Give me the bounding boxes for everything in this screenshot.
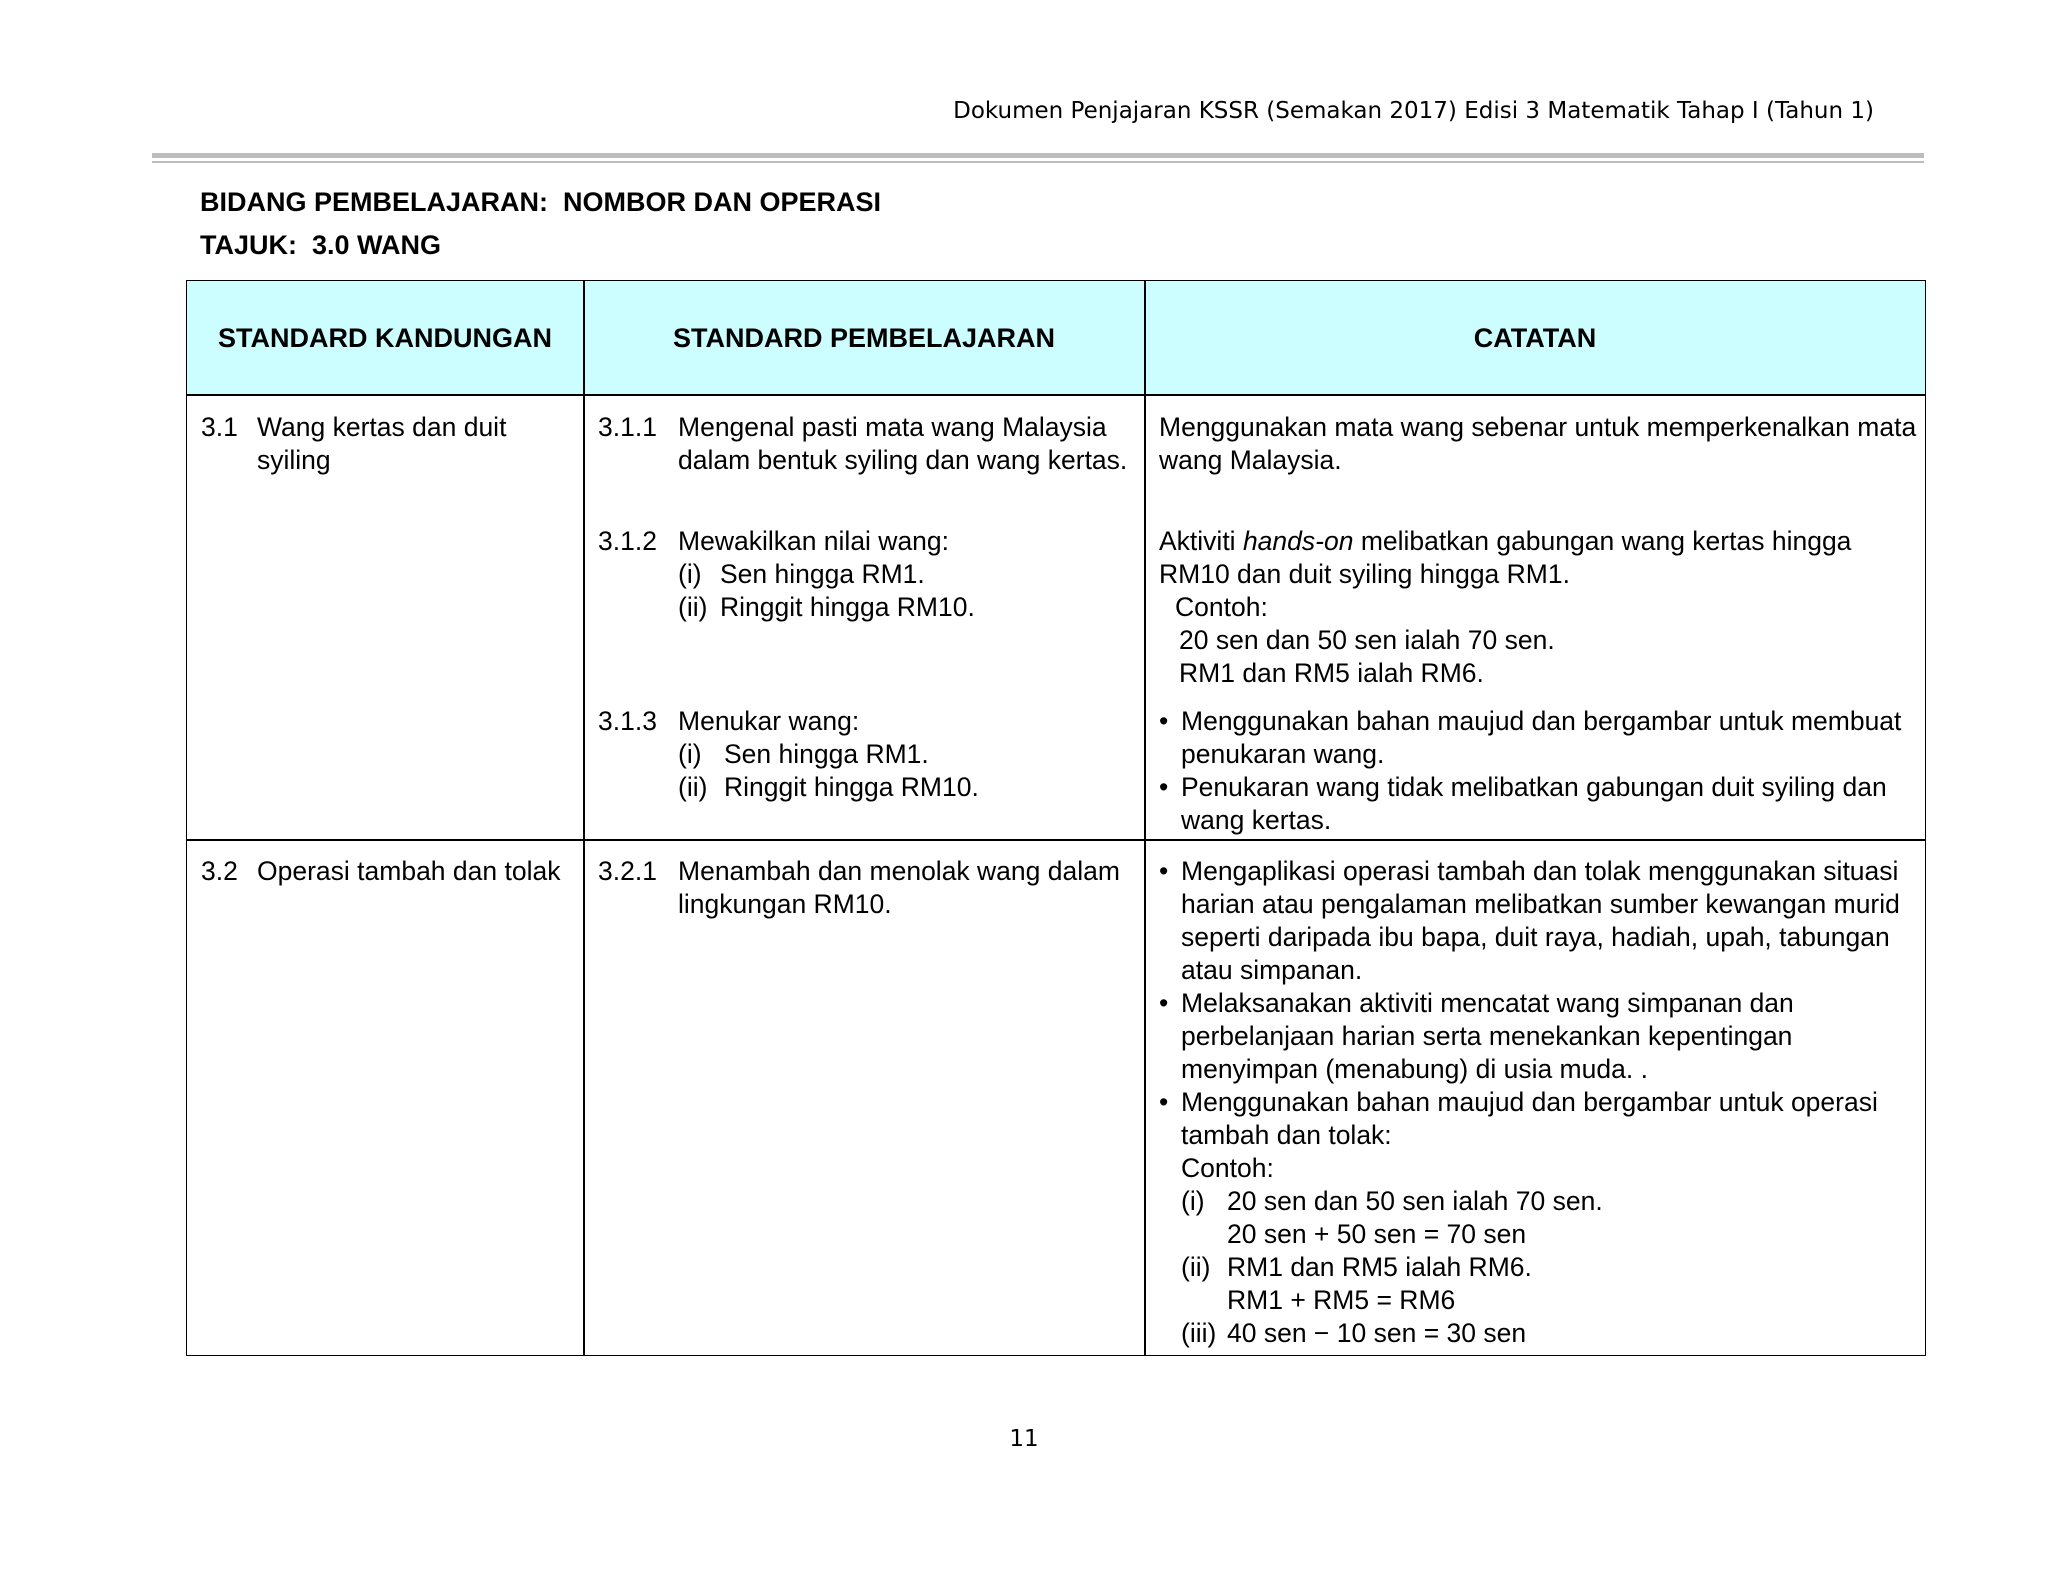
sp-text: Menambah dan menolak wang dalam lingkungan RM10. (678, 856, 1120, 919)
standard-kandungan-3-2 (201, 855, 571, 888)
column-divider-2 (1144, 281, 1146, 1355)
standard-pembelajaran-3-1-2 (598, 525, 1133, 624)
sp-sub-text: Sen hingga RM1. (720, 559, 925, 589)
standard-pembelajaran-3-1-1 (598, 411, 1133, 477)
example-line: RM1 + RM5 = RM6 (1227, 1285, 1456, 1315)
example-line: 40 sen − 10 sen = 30 sen (1227, 1318, 1527, 1348)
standard-pembelajaran-3-2-1 (598, 855, 1133, 921)
header-standard-pembelajaran: STANDARD PEMBELAJARAN (672, 322, 1055, 353)
sp-sub-text: Ringgit hingga RM10. (724, 772, 979, 802)
catatan-text: Aktiviti (1159, 526, 1243, 556)
example-line: RM1 dan RM5 ialah RM6. (1227, 1252, 1532, 1282)
sk-number: 3.2 (201, 856, 238, 886)
bullet-icon: • (1159, 1087, 1169, 1117)
sp-number: 3.2.1 (598, 856, 657, 886)
sp-number: 3.1.3 (598, 706, 657, 736)
sp-number: 3.1.1 (598, 412, 657, 442)
column-divider-1 (583, 281, 585, 1355)
sk-text: Wang kertas dan duit syiling (257, 412, 507, 475)
sk-text: Operasi tambah dan tolak (257, 856, 561, 886)
tajuk-value: 3.0 WANG (312, 230, 442, 260)
tajuk-label: TAJUK: (200, 230, 297, 260)
catatan-3-2-1 (1159, 855, 1917, 1350)
bullet-text: Mengaplikasi operasi tambah dan tolak menggunakan situasi harian atau pengalaman melibatkan sumber kewangan murid seperti daripada ibu bapa, duit raya, hadiah, upah, tabungan atau simpanan. (1181, 856, 1900, 985)
curriculum-table (186, 280, 1926, 1356)
example-line: 20 sen dan 50 sen ialah 70 sen. (1179, 625, 1555, 655)
header-rule (152, 153, 1924, 158)
sp-sub-key: (ii) (678, 592, 708, 622)
bidang-value: NOMBOR DAN OPERASI (563, 187, 882, 217)
bullet-icon: • (1159, 856, 1169, 886)
bullet-icon: • (1159, 988, 1169, 1018)
standard-pembelajaran-3-1-3 (598, 705, 1133, 804)
tajuk-heading (200, 229, 441, 261)
page-number: 11 (1009, 1426, 1039, 1452)
contoh-label: Contoh: (1175, 592, 1268, 622)
bullet-text: Menggunakan bahan maujud dan bergambar untuk membuat penukaran wang. (1181, 706, 1902, 769)
sp-sub-key: (i) (678, 559, 702, 589)
sp-sub-text: Sen hingga RM1. (724, 739, 929, 769)
catatan-3-1-3 (1159, 705, 1917, 837)
sp-text: Mengenal pasti mata wang Malaysia dalam bentuk syiling dan wang kertas. (678, 412, 1128, 475)
catatan-3-1-1: Menggunakan mata wang sebenar untuk memperkenalkan mata wang Malaysia. (1159, 412, 1917, 475)
example-line: RM1 dan RM5 ialah RM6. (1179, 658, 1484, 688)
header-standard-kandungan: STANDARD KANDUNGAN (218, 322, 552, 353)
catatan-text: melibatkan gabungan wang kertas hingga RM10 dan duit syiling hingga RM1. (1159, 526, 1852, 589)
bullet-text: Penukaran wang tidak melibatkan gabungan duit syiling dan wang kertas. (1181, 772, 1887, 835)
example-line: 20 sen dan 50 sen ialah 70 sen. (1227, 1186, 1603, 1216)
bidang-heading (200, 186, 881, 218)
standard-kandungan-3-1 (201, 411, 571, 477)
example-line: 20 sen + 50 sen = 70 sen (1227, 1219, 1527, 1249)
bullet-icon: • (1159, 772, 1169, 802)
bullet-text: Menggunakan bahan maujud dan bergambar untuk operasi tambah dan tolak: (1181, 1087, 1878, 1150)
header-catatan: CATATAN (1473, 322, 1597, 353)
example-key: (i) (1181, 1186, 1205, 1216)
row-divider (187, 839, 1925, 841)
header-rule-thin (152, 161, 1924, 163)
sp-sub-key: (ii) (678, 772, 708, 802)
sk-number: 3.1 (201, 412, 238, 442)
contoh-label: Contoh: (1181, 1153, 1274, 1183)
catatan-3-1-2 (1159, 525, 1917, 690)
bullet-text: Melaksanakan aktiviti mencatat wang simpanan dan perbelanjaan harian serta menekankan kepentingan menyimpan (menabung) di usia muda. . (1181, 988, 1794, 1084)
bidang-label: BIDANG PEMBELAJARAN: (200, 187, 549, 217)
sp-sub-text: Ringgit hingga RM10. (720, 592, 975, 622)
catatan-italic: hands-on (1242, 526, 1354, 556)
document-header: Dokumen Penjajaran KSSR (Semakan 2017) Edisi 3 Matematik Tahap I (Tahun 1) (953, 98, 1874, 124)
sp-sub-key: (i) (678, 739, 702, 769)
example-key: (iii) (1181, 1318, 1217, 1348)
sp-number: 3.1.2 (598, 526, 657, 556)
example-key: (ii) (1181, 1252, 1211, 1282)
sp-text: Mewakilkan nilai wang: (678, 526, 950, 556)
sp-text: Menukar wang: (678, 706, 860, 736)
bullet-icon: • (1159, 706, 1169, 736)
